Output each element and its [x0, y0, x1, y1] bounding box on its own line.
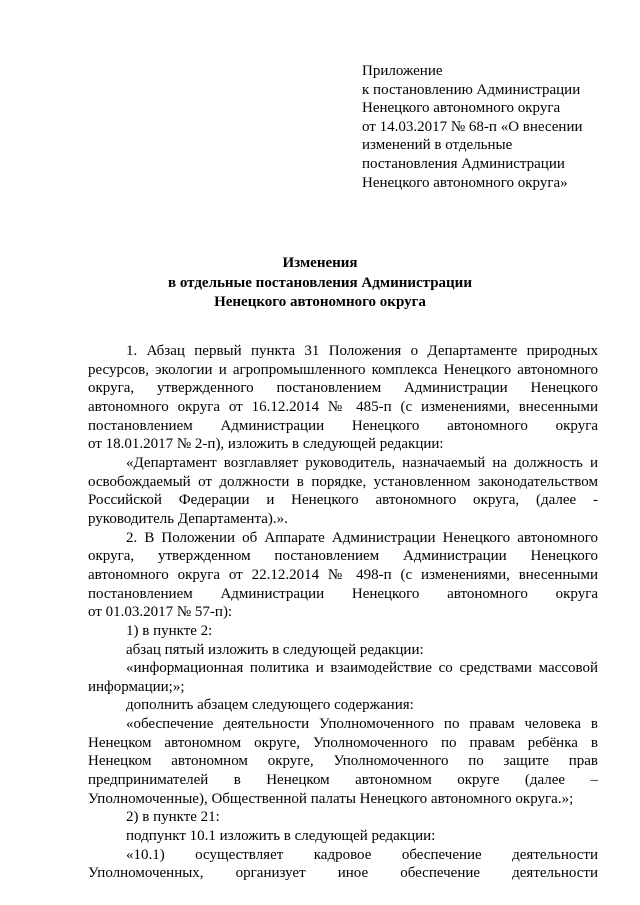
body-text-line: постановлением Администрации Ненецкого автономного округа	[88, 417, 598, 434]
appendix-line: изменений в отдельные	[362, 137, 513, 154]
body-text-line: абзац пятый изложить в следующей редакции:	[126, 641, 424, 658]
body-text-line: автономного округа от 16.12.2014 № 485-п (с изменениями, внесенными	[88, 398, 598, 415]
body-text-line: Уполномоченные), Общественной палаты Ненецкого автономного округа.»;	[88, 790, 574, 807]
heading-subtitle-line: Ненецкого автономного округа	[214, 294, 426, 310]
body-text-line: постановлением Администрации Ненецкого автономного округа	[88, 585, 598, 602]
body-text-line: Ненецком автономном округе, Уполномоченного по правам ребёнка в	[88, 734, 598, 751]
heading-title: Изменения	[282, 255, 358, 271]
body-text-line: округа, утвержденного постановлением Администрации Ненецкого	[88, 380, 598, 397]
body-text-line: 2) в пункте 21:	[126, 809, 220, 826]
body-text-line: «обеспечение деятельности Уполномоченного по правам человека в	[126, 716, 598, 733]
body-text-line: 1. Абзац первый пункта 31 Положения о Департаменте природных	[126, 343, 598, 359]
body-text-line: ресурсов, экологии и агропромышленного комплекса Ненецкого автономного	[88, 361, 598, 378]
body-text-line: Российской Федерации и Ненецкого автономного округа, (далее -	[88, 492, 598, 509]
body-text-line: Ненецком автономном округе, Уполномоченного по защите прав	[88, 753, 598, 770]
appendix-line: к постановлению Администрации	[362, 81, 581, 98]
document-heading	[0, 254, 640, 313]
body-text-line: предпринимателей в Ненецком автономном округе (далее –	[88, 772, 598, 789]
body-text-line: 1) в пункте 2:	[126, 622, 213, 639]
body-text-line: подпункт 10.1 изложить в следующей редакции:	[126, 828, 436, 845]
body-text-line: освобождаемый от должности в порядке, установленном законодательством	[88, 473, 598, 490]
body-text-line: Уполномоченных, организует иное обеспечение деятельности	[88, 865, 598, 882]
body-text-line: 2. В Положении об Аппарате Администрации Ненецкого автономного	[126, 529, 598, 546]
appendix-block	[362, 62, 632, 192]
body-text-line: от 18.01.2017 № 2-п), изложить в следующей редакции:	[88, 436, 444, 453]
appendix-line: Ненецкого автономного округа»	[362, 174, 568, 191]
appendix-line: Ненецкого автономного округа	[362, 100, 561, 117]
document-body	[88, 342, 598, 883]
body-text-line: «Департамент возглавляет руководитель, назначаемый на должность и	[126, 454, 598, 471]
appendix-line: постановления Администрации	[362, 155, 565, 172]
body-text-line: округа, утвержденном постановлением Администрации Ненецкого	[88, 548, 598, 565]
body-text-line: дополнить абзацем следующего содержания:	[126, 697, 414, 714]
body-text-line: руководитель Департамента).».	[88, 510, 288, 527]
body-text-line: от 01.03.2017 № 57-п):	[88, 604, 233, 621]
body-text-line: «информационная политика и взаимодействие со средствами массовой	[126, 660, 598, 677]
body-text-line: автономного округа от 22.12.2014 № 498-п (с изменениями, внесенными	[88, 566, 598, 583]
body-text-line: «10.1) осуществляет кадровое обеспечение деятельности	[126, 846, 598, 863]
appendix-line: Приложение	[362, 63, 443, 79]
body-text-line: информации;»;	[88, 678, 185, 695]
heading-subtitle-line: в отдельные постановления Администрации	[168, 274, 472, 291]
appendix-line: от 14.03.2017 № 68-п «О внесении	[362, 118, 583, 135]
